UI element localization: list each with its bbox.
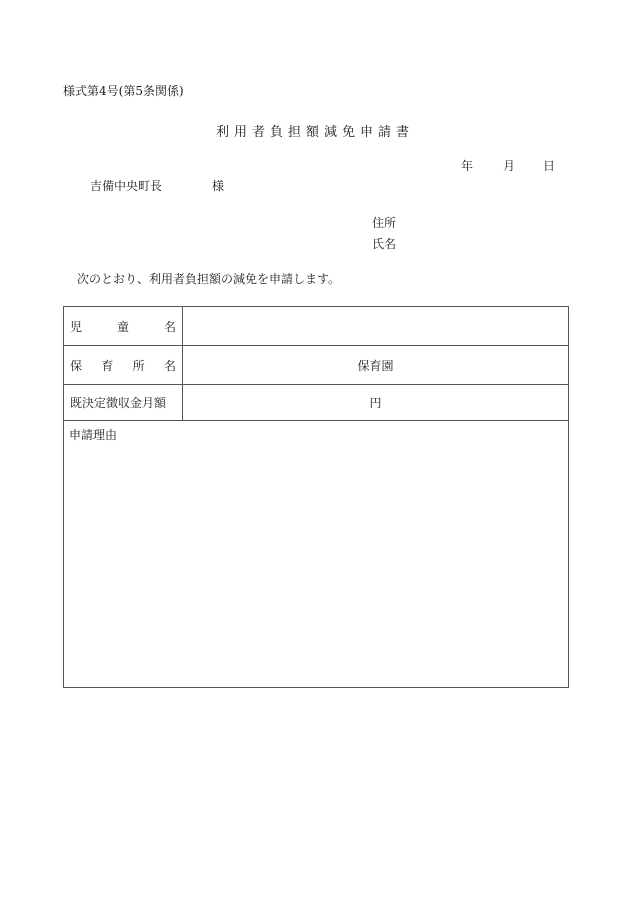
table-row-nursery-name [64,346,569,385]
monthly-fee-label: 既決定徴収金月額 [64,385,183,421]
addressee [90,177,224,194]
label-char: 児 [70,319,83,334]
applicant-name-label: 氏名 [372,237,397,251]
date-year-label: 年 [461,159,474,173]
label-char: 名 [163,358,176,373]
label-char: 童 [116,319,129,334]
intro-text: 次のとおり、利用者負担額の減免を申請します。 [77,272,341,286]
applicant-address-label: 住所 [372,216,397,230]
date-month-label: 月 [503,159,516,173]
application-form-table [63,306,569,421]
addressee-name: 吉備中央町長 [90,179,163,193]
child-name-field[interactable] [183,307,569,346]
label-char: 名 [163,319,176,334]
table-row-child-name [64,307,569,346]
nursery-name-field[interactable]: 保育園 [183,346,569,385]
table-row-monthly-fee [64,385,569,421]
addressee-honorific: 様 [212,179,225,193]
monthly-fee-field[interactable]: 円 [183,385,569,421]
child-name-label [64,307,183,346]
nursery-name-label [64,346,183,385]
form-number: 様式第4号(第5条関係) [63,84,184,98]
application-reason-box[interactable] [63,421,569,688]
application-reason-label: 申請理由 [69,428,118,442]
label-char: 育 [101,358,114,373]
label-char: 保 [70,358,83,373]
label-char: 所 [132,358,145,373]
document-title: 利用者負担額減免申請書 [215,125,414,140]
date-line [461,157,555,174]
date-day-label: 日 [543,159,556,173]
